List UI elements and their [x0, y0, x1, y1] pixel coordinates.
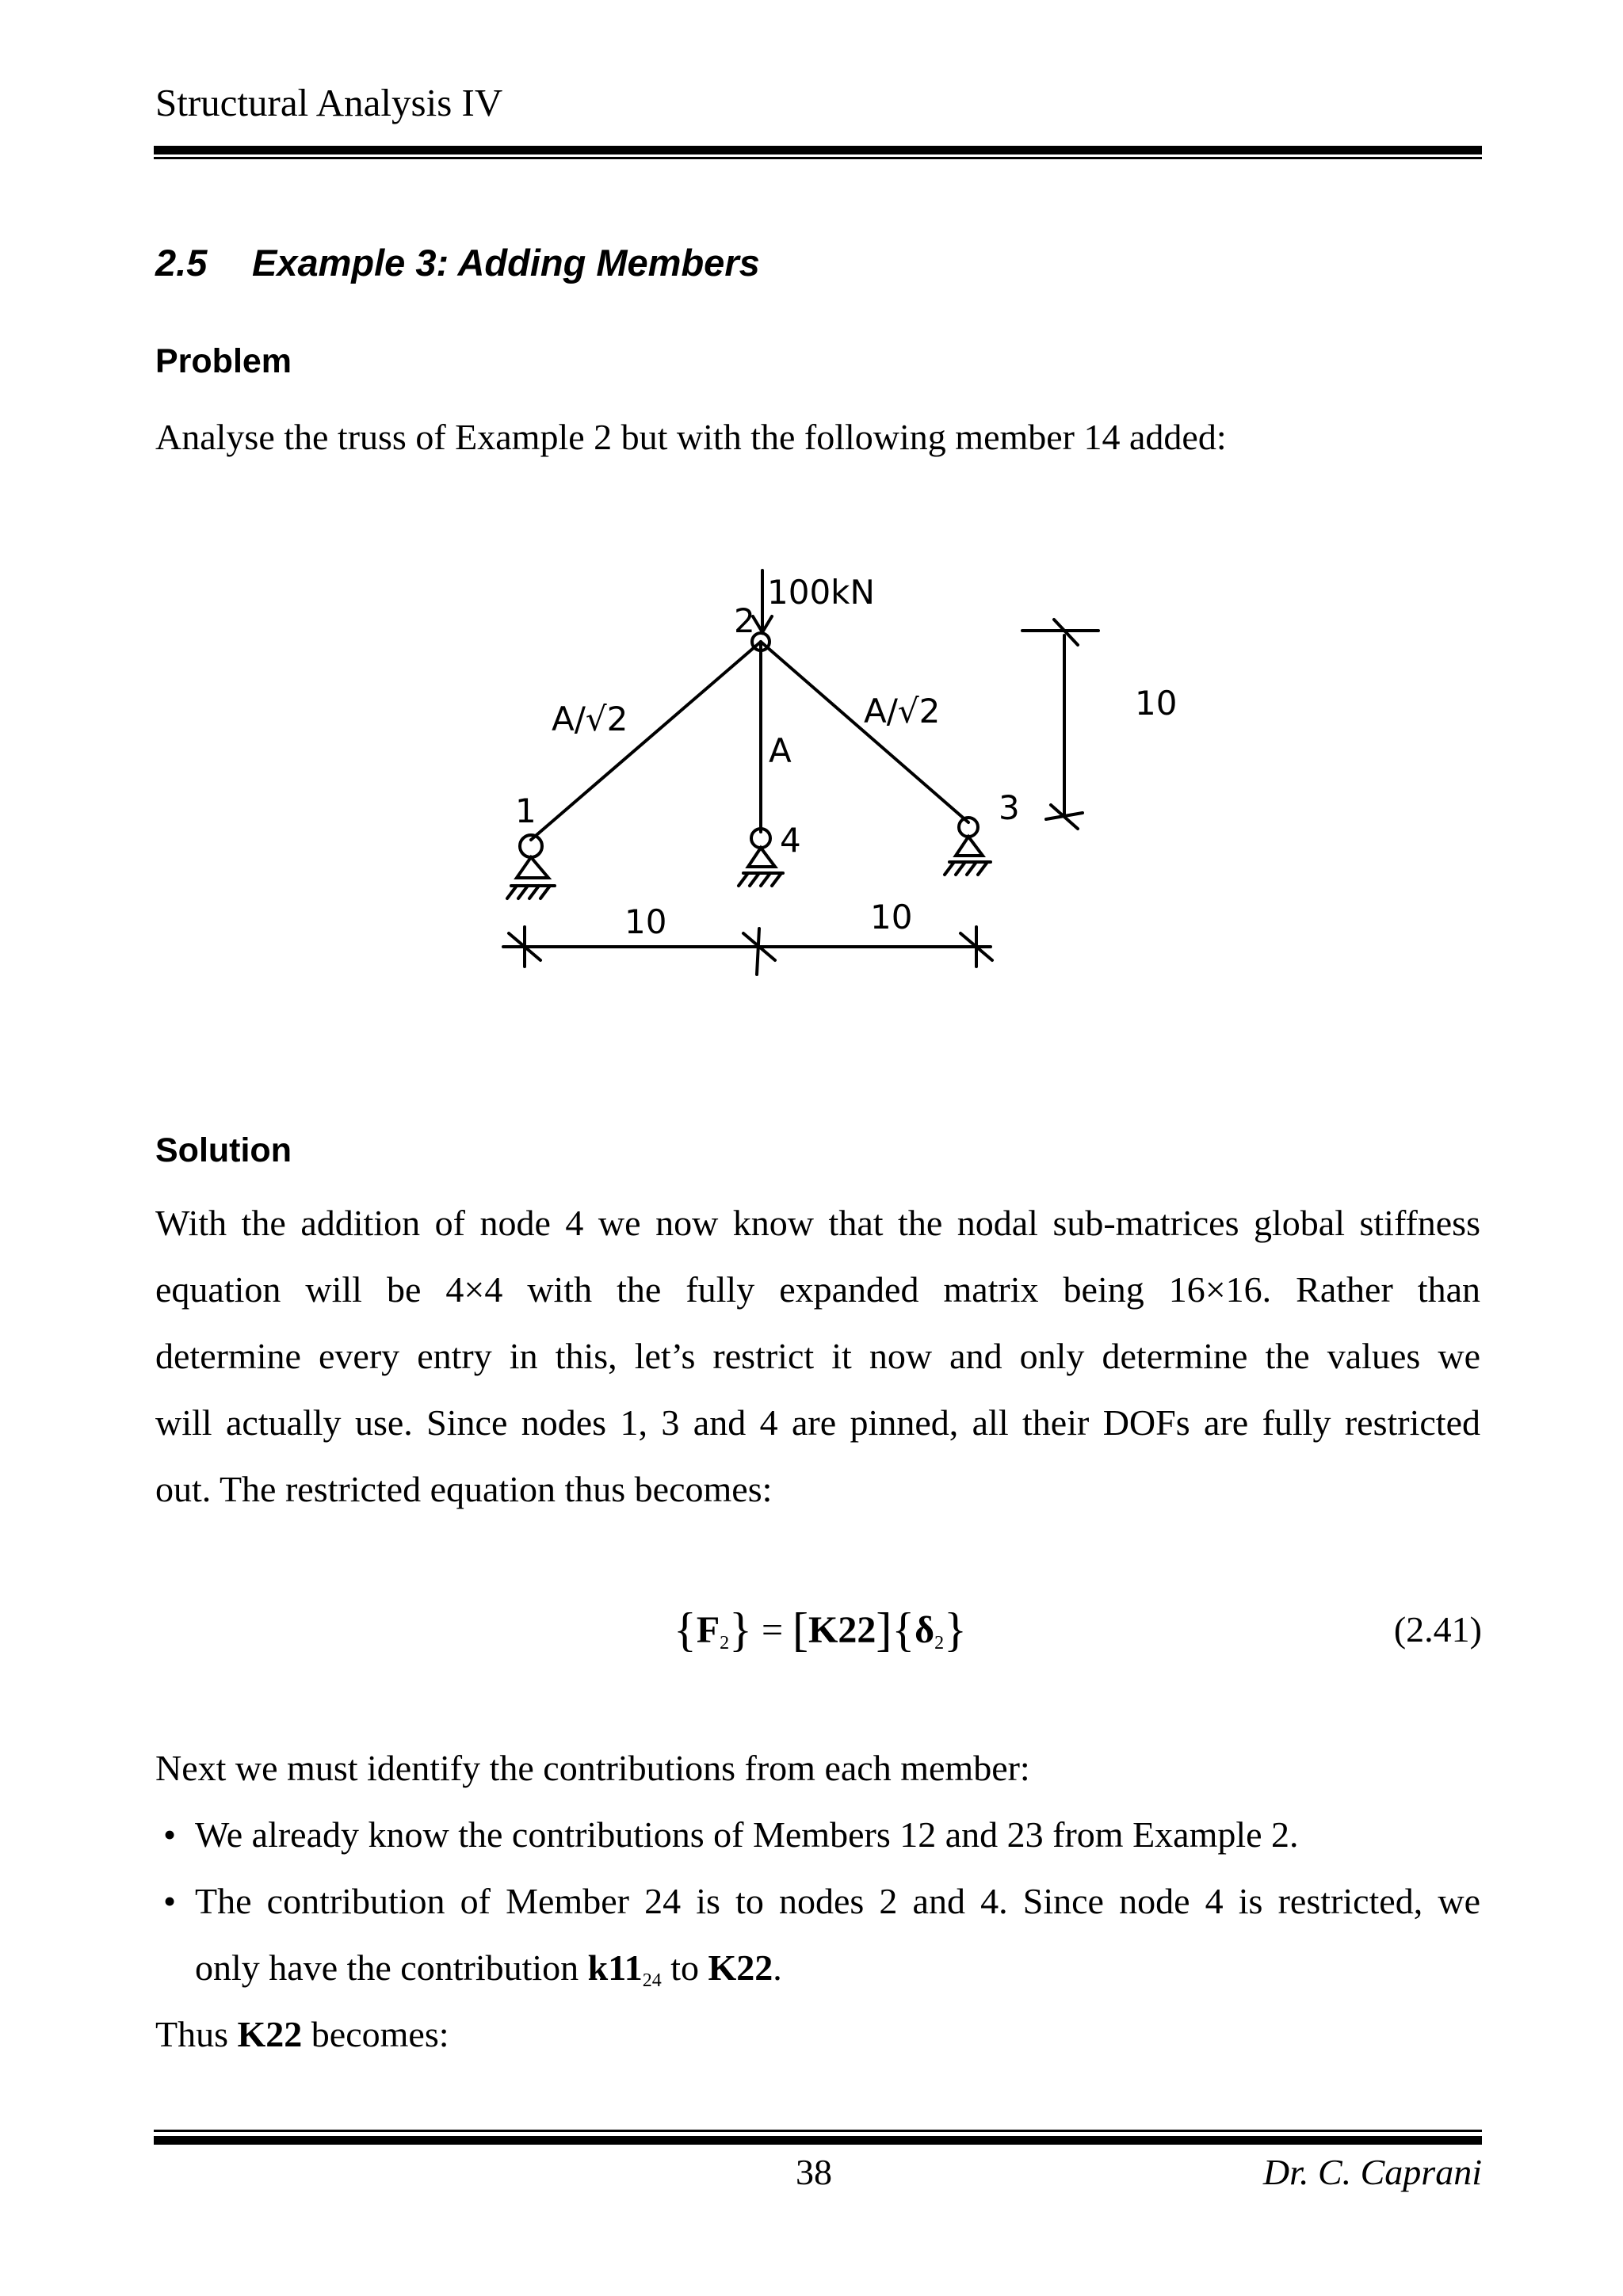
running-header: Structural Analysis IV [155, 81, 503, 124]
solution-line-5: out. The restricted equation thus becomes: [155, 1469, 773, 1509]
footer-rule-thick [154, 2136, 1482, 2145]
member-label-1-2: A/√2 [552, 700, 628, 738]
member-2-3 [761, 642, 968, 822]
closing-text-start: Thus [155, 2014, 238, 2054]
member-stiffness-subscript: 24 [642, 1970, 662, 1991]
header-rule-thin [154, 157, 1482, 159]
equation-displacement-subscript: 2 [934, 1633, 945, 1653]
span-tick-middle [743, 929, 775, 974]
truss-diagram [444, 547, 1236, 1022]
span-dimension-label-left: 10 [624, 902, 667, 941]
bullet-marker-2: • [163, 1881, 177, 1921]
equation-2-41: $\{F_2\} = [K22]\{\delta_2\}$ [674, 1604, 967, 1656]
equation-displacement-symbol: δ [915, 1609, 935, 1651]
member-1-2 [531, 642, 761, 840]
support-4-hatch [739, 873, 783, 886]
section-heading [155, 239, 760, 287]
support-4 [748, 848, 775, 867]
solution-line-4: will actually use. Since nodes 1, 3 and 4 are pinned, all their DOFs are fully restricted [155, 1402, 1480, 1443]
closing-line [155, 2001, 1480, 2068]
equation-equals: = [761, 1609, 784, 1651]
member-label-2-4: A [769, 731, 792, 770]
problem-heading: Problem [155, 342, 292, 380]
footer-author: Dr. C. Caprani [1262, 2152, 1482, 2192]
support-3 [956, 837, 983, 856]
height-dimension-label: 10 [1135, 684, 1178, 723]
equation-matrix: K22 [808, 1609, 876, 1651]
load-label: 100kN [767, 573, 875, 612]
bullet-2-text-start: only have the contribution [195, 1947, 588, 1988]
header-rule-thick [154, 146, 1482, 154]
solution-line-1: With the addition of node 4 we now know that the nodal sub-matrices global stiffness [155, 1203, 1480, 1243]
contributions-intro: Next we must identify the contributions from each member: [155, 1748, 1030, 1788]
member-stiffness-term: k11 [587, 1947, 643, 1988]
node-label-4: 4 [780, 821, 801, 860]
bullet-2-text-end: . [773, 1947, 782, 1988]
support-1-hatch [507, 886, 555, 898]
section-number: 2.5 [155, 242, 208, 284]
solution-line-2: equation will be 4×4 with the fully expanded matrix being 16×16. Rather than [155, 1269, 1480, 1310]
bullet-item-2-line-1: The contribution of Member 24 is to nodes 2 and 4. Since node 4 is restricted, we [195, 1881, 1480, 1921]
section-title: Example 3: Adding Members [252, 242, 760, 284]
truss-figure [444, 547, 1236, 1022]
bullet-marker-1: • [163, 1814, 177, 1855]
equation-number: (2.41) [1393, 1609, 1482, 1650]
closing-matrix-term: K22 [237, 2014, 303, 2054]
node-label-3: 3 [999, 788, 1020, 827]
support-1 [517, 857, 548, 878]
node-label-2: 2 [734, 601, 755, 640]
bullet-item-1: We already know the contributions of Members 12 and 23 from Example 2. [195, 1814, 1299, 1855]
node-label-1: 1 [515, 791, 537, 830]
solution-heading: Solution [155, 1131, 292, 1169]
footer-rule-thin [154, 2130, 1482, 2132]
equation-force-symbol: F [696, 1609, 720, 1651]
problem-text: Analyse the truss of Example 2 but with the following member 14 added: [155, 417, 1227, 457]
bullet-2-text-mid: to [661, 1947, 708, 1988]
solution-line-3: determine every entry in this, let’s restrict it now and only determine the values we [155, 1336, 1480, 1376]
equation-force-subscript: 2 [720, 1633, 730, 1653]
support-3-hatch [945, 862, 991, 875]
closing-text-end: becomes: [302, 2014, 449, 2054]
height-tick-top [1022, 620, 1098, 645]
page-number: 38 [796, 2152, 832, 2192]
global-stiffness-term: K22 [708, 1947, 773, 1988]
member-label-2-3: A/√2 [864, 692, 941, 730]
span-dimension-label-right: 10 [870, 898, 913, 936]
